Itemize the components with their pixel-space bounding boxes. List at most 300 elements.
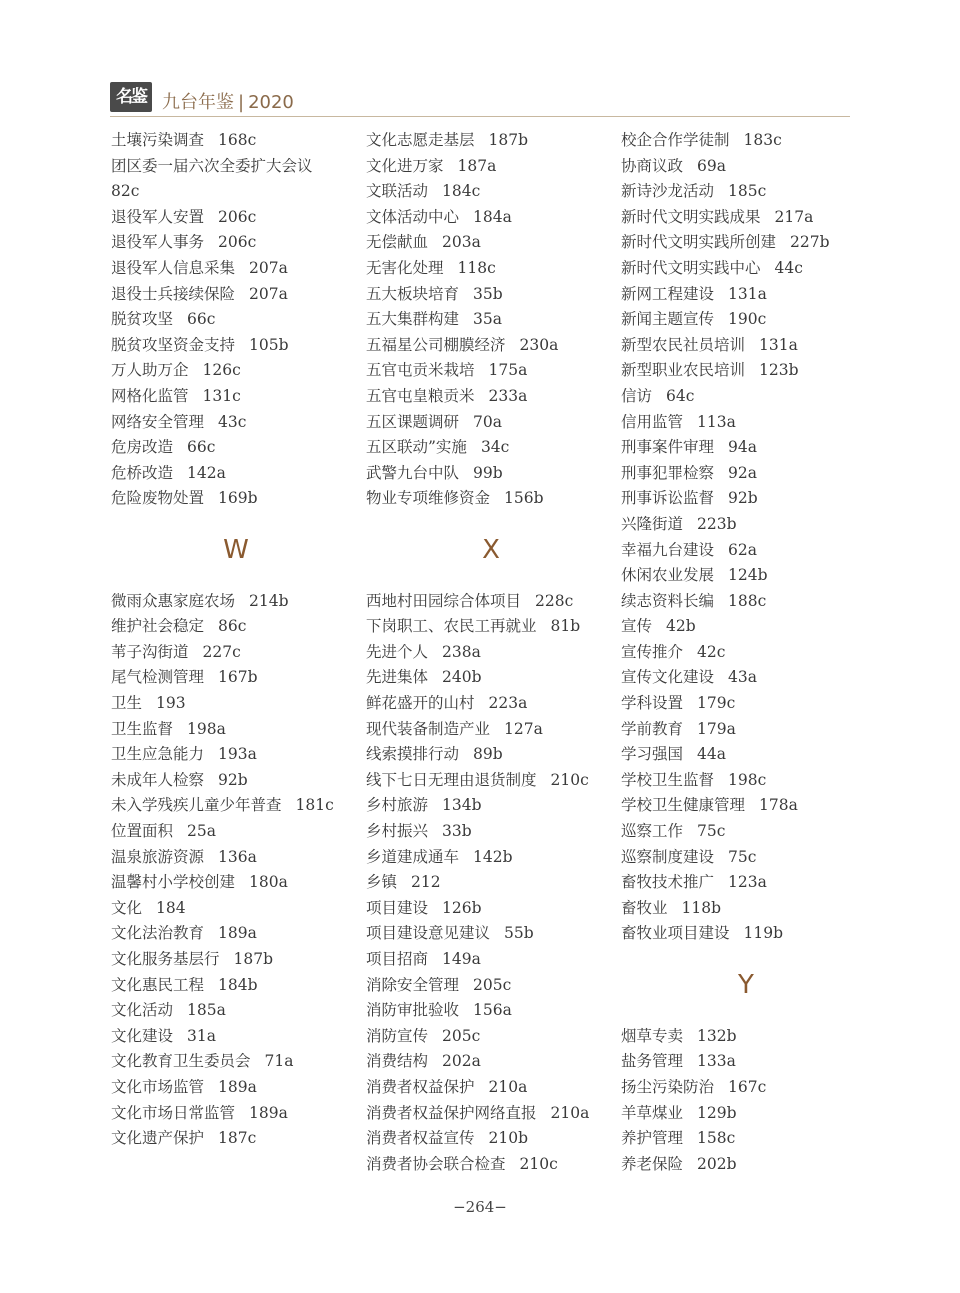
entry-page-ref: 25a <box>187 822 216 841</box>
entry-page-ref: 66c <box>187 438 216 457</box>
entry-page-ref: 203a <box>442 233 481 252</box>
entry-term: 羊草煤业 <box>621 1103 684 1122</box>
entry-page-ref: 210c <box>519 1154 558 1173</box>
index-entry <box>366 1101 616 1127</box>
index-entry <box>366 819 616 845</box>
entry-term: 卫生应急能力 <box>111 745 205 764</box>
entry-page-ref: 75c <box>728 847 757 866</box>
entry-term: 文化志愿走基层 <box>366 131 475 149</box>
entry-term: 五区联动”实施 <box>366 438 467 457</box>
index-entry <box>366 1126 616 1152</box>
index-entry <box>621 819 871 845</box>
index-entry <box>366 486 616 512</box>
entry-page-ref: 179a <box>697 719 736 738</box>
entry-page-ref: 99b <box>473 463 503 482</box>
entry-page-ref: 238a <box>442 642 481 661</box>
index-entry <box>621 307 871 333</box>
index-entry <box>111 384 361 410</box>
index-entry <box>366 973 616 999</box>
entry-page-ref: 131a <box>759 335 798 354</box>
title-separator: | <box>238 92 245 113</box>
index-entry <box>111 921 361 947</box>
index-entry <box>111 742 361 768</box>
entry-term: 82c <box>111 182 140 201</box>
entry-page-ref: 228c <box>535 591 574 610</box>
entry-term: 文化活动 <box>111 1001 174 1020</box>
entry-term: 文化法治教育 <box>111 924 205 943</box>
index-entry <box>111 154 361 180</box>
entry-page-ref: 44a <box>697 745 726 764</box>
entry-term: 乡镇 <box>366 873 398 892</box>
entry-page-ref: 183c <box>743 131 782 149</box>
entry-term: 退役士兵接续保险 <box>111 284 236 303</box>
entry-term: 文化遗产保护 <box>111 1129 205 1148</box>
index-entry <box>621 154 871 180</box>
index-entry <box>111 179 361 205</box>
entry-page-ref: 156b <box>504 489 544 508</box>
entry-page-ref: 92b <box>218 770 248 789</box>
index-entry <box>366 128 616 154</box>
entry-term: 五官屯皇粮贡米 <box>366 386 475 405</box>
entry-page-ref: 66c <box>187 310 216 329</box>
entry-page-ref: 167b <box>218 668 258 687</box>
entry-term: 刑事诉讼监督 <box>621 489 715 508</box>
entry-term: 刑事犯罪检察 <box>621 463 715 482</box>
index-entry <box>366 1075 616 1101</box>
book-name: 九台年鉴 <box>162 92 234 113</box>
section-letter: W <box>223 534 249 565</box>
entry-term: 休闲农业发展 <box>621 566 715 585</box>
entry-page-ref: 64c <box>666 386 695 405</box>
entry-page-ref: 210c <box>550 770 589 789</box>
entry-term: 危桥改造 <box>111 463 174 482</box>
entry-page-ref: 205c <box>442 1026 481 1045</box>
entry-page-ref: 34c <box>480 438 510 457</box>
entry-page-ref: 167c <box>728 1077 767 1096</box>
entry-term: 危险废物处置 <box>111 489 205 508</box>
entry-page-ref: 75c <box>697 822 726 841</box>
entry-page-ref: 70a <box>473 412 502 431</box>
entry-page-ref: 62a <box>728 540 757 559</box>
entry-page-ref: 42b <box>666 617 696 636</box>
entry-term: 土壤污染调查 <box>111 131 205 149</box>
index-column-1 <box>111 128 361 1152</box>
index-entry <box>111 1101 361 1127</box>
entry-term: 文化市场监管 <box>111 1077 205 1096</box>
index-entry <box>366 947 616 973</box>
index-entry <box>366 921 616 947</box>
index-entry <box>621 1075 871 1101</box>
entry-term: 新网工程建设 <box>621 284 715 303</box>
entry-term: 位置面积 <box>111 822 174 841</box>
entry-term: 五福星公司棚膜经济 <box>366 335 506 354</box>
entry-term: 文化建设 <box>111 1026 174 1045</box>
entry-term: 文化服务基层行 <box>111 950 220 969</box>
entry-term: 项目建设 <box>366 898 429 917</box>
entry-term: 信访 <box>621 386 653 405</box>
entry-term: 新时代文明实践所创建 <box>621 233 777 252</box>
entry-term: 兴隆街道 <box>621 514 684 533</box>
index-entry <box>621 282 871 308</box>
entry-page-ref: 230a <box>519 335 559 354</box>
index-entry <box>621 1126 871 1152</box>
index-entry <box>111 793 361 819</box>
entry-page-ref: 118c <box>457 258 496 277</box>
index-entry <box>621 384 871 410</box>
index-entry <box>111 282 361 308</box>
entry-term: 武警九台中队 <box>366 463 460 482</box>
entry-term: 温馨村小学校创建 <box>111 873 236 892</box>
index-entry <box>621 870 871 896</box>
entry-page-ref: 210a <box>550 1103 590 1122</box>
entry-page-ref: 207a <box>249 258 288 277</box>
entry-page-ref: 31a <box>187 1026 216 1045</box>
entry-page-ref: 134b <box>442 796 482 815</box>
entry-term: 消费结构 <box>366 1052 429 1071</box>
index-entry <box>111 768 361 794</box>
entry-term: 鲜花盛开的山村 <box>366 694 475 713</box>
section-letter: Y <box>738 970 754 1000</box>
entry-term: 项目建设意见建议 <box>366 924 491 943</box>
entry-page-ref: 118b <box>681 898 722 917</box>
entry-term: 脱贫攻坚 <box>111 310 174 329</box>
index-entry <box>366 1049 616 1075</box>
entry-page-ref: 69a <box>697 156 726 175</box>
entry-term: 西地村田园综合体项目 <box>366 591 522 610</box>
entry-page-ref: 184c <box>442 182 481 201</box>
entry-page-ref: 198c <box>728 770 767 789</box>
section-letter: X <box>482 534 500 565</box>
entry-page-ref: 184b <box>218 975 258 994</box>
index-entry <box>366 333 616 359</box>
entry-term: 物业专项维修资金 <box>366 489 491 508</box>
entry-page-ref: 126b <box>442 898 482 917</box>
index-entry <box>366 256 616 282</box>
entry-term: 新型农民社员培训 <box>621 335 746 354</box>
entry-term: 乡村振兴 <box>366 822 429 841</box>
entry-term: 扬尘污染防治 <box>621 1077 715 1096</box>
entry-term: 文体活动中心 <box>366 207 460 226</box>
entry-page-ref: 89b <box>473 745 503 764</box>
entry-term: 学习强国 <box>621 745 684 764</box>
index-entry <box>111 665 361 691</box>
index-entry <box>621 1101 871 1127</box>
entry-term: 线下七日无理由退货制度 <box>366 770 537 789</box>
entry-term: 退役军人事务 <box>111 233 205 252</box>
entry-term: 宣传文化建设 <box>621 668 715 687</box>
entry-term: 未成年人检察 <box>111 770 205 789</box>
entry-term: 消费者协会联合检查 <box>366 1154 506 1173</box>
index-entry <box>111 410 361 436</box>
entry-term: 维护社会稳定 <box>111 617 205 636</box>
index-entry <box>366 179 616 205</box>
entry-page-ref: 35a <box>473 310 502 329</box>
entry-page-ref: 185a <box>187 1001 226 1020</box>
entry-term: 五大板块培育 <box>366 284 460 303</box>
entry-term: 苇子沟街道 <box>111 642 189 661</box>
entry-page-ref: 227b <box>790 233 830 252</box>
entry-term: 退役军人信息采集 <box>111 258 236 277</box>
entry-page-ref: 92b <box>728 489 758 508</box>
entry-term: 卫生监督 <box>111 719 174 738</box>
index-column-2 <box>366 128 616 1177</box>
entry-page-ref: 198a <box>187 719 226 738</box>
entry-term: 退役军人安置 <box>111 207 205 226</box>
entry-term: 文化惠民工程 <box>111 975 205 994</box>
entry-term: 现代装备制造产业 <box>366 719 491 738</box>
entry-page-ref: 43c <box>218 412 247 431</box>
entry-term: 消费者权益宣传 <box>366 1129 475 1148</box>
index-entry <box>621 1152 871 1178</box>
index-entry <box>621 563 871 589</box>
index-entry <box>621 486 871 512</box>
entry-page-ref: 187b <box>488 131 529 149</box>
entry-page-ref: 202b <box>697 1154 737 1173</box>
index-entry <box>621 845 871 871</box>
index-entry <box>366 154 616 180</box>
entry-term: 烟草专卖 <box>621 1026 684 1045</box>
entry-page-ref: 105b <box>249 335 289 354</box>
index-entry <box>621 256 871 282</box>
entry-page-ref: 193 <box>156 694 186 713</box>
index-entry <box>366 768 616 794</box>
entry-page-ref: 190c <box>728 310 767 329</box>
index-entry <box>366 230 616 256</box>
entry-page-ref: 185c <box>728 182 767 201</box>
index-entry <box>621 435 871 461</box>
entry-term: 新闻主题宣传 <box>621 310 715 329</box>
index-entry <box>366 717 616 743</box>
entry-term: 消除安全管理 <box>366 975 460 994</box>
entry-page-ref: 212 <box>411 873 441 892</box>
index-entry <box>621 230 871 256</box>
book-title <box>162 88 294 114</box>
entry-page-ref: 178a <box>759 796 798 815</box>
entry-page-ref: 119b <box>743 924 784 943</box>
entry-term: 乡村旅游 <box>366 796 429 815</box>
entry-term: 微雨众惠家庭农场 <box>111 591 236 610</box>
index-entry <box>366 896 616 922</box>
entry-term: 宣传推介 <box>621 642 684 661</box>
entry-page-ref: 233a <box>488 386 528 405</box>
index-entry <box>111 947 361 973</box>
index-entry <box>366 640 616 666</box>
entry-page-ref: 210a <box>488 1077 528 1096</box>
entry-page-ref: 132b <box>697 1026 737 1045</box>
entry-term: 下岗职工、农民工再就业 <box>366 617 537 636</box>
entry-term: 新时代文明实践中心 <box>621 258 761 277</box>
index-entry <box>111 1126 361 1152</box>
entry-term: 网格化监管 <box>111 386 189 405</box>
index-entry <box>111 896 361 922</box>
index-entry <box>111 435 361 461</box>
entry-page-ref: 193a <box>218 745 257 764</box>
index-entry <box>366 205 616 231</box>
index-entry <box>111 691 361 717</box>
entry-term: 信用监管 <box>621 412 684 431</box>
index-entry <box>111 461 361 487</box>
entry-page-ref: 175a <box>488 361 528 380</box>
index-entry <box>621 665 871 691</box>
index-entry <box>111 358 361 384</box>
entry-page-ref: 189a <box>249 1103 288 1122</box>
index-entry <box>366 845 616 871</box>
entry-term: 盐务管理 <box>621 1052 684 1071</box>
entry-term: 危房改造 <box>111 438 174 457</box>
index-entry <box>621 1049 871 1075</box>
entry-term: 尾气检测管理 <box>111 668 205 687</box>
entry-page-ref: 202a <box>442 1052 481 1071</box>
entry-term: 协商议政 <box>621 156 684 175</box>
entry-term: 线索摸排行动 <box>366 745 460 764</box>
entry-page-ref: 227c <box>202 642 241 661</box>
entry-page-ref: 188c <box>728 591 767 610</box>
index-entry <box>621 512 871 538</box>
index-entry <box>111 1024 361 1050</box>
entry-page-ref: 240b <box>442 668 482 687</box>
entry-page-ref: 124b <box>728 566 768 585</box>
entry-term: 养护管理 <box>621 1129 684 1148</box>
entry-term: 新时代文明实践成果 <box>621 207 761 226</box>
index-entry <box>366 1152 616 1178</box>
header-rule <box>110 116 850 117</box>
index-entry <box>111 998 361 1024</box>
entry-term: 畜牧业 <box>621 898 668 917</box>
index-entry <box>111 845 361 871</box>
entry-page-ref: 44c <box>774 258 803 277</box>
entry-page-ref: 42c <box>697 642 726 661</box>
entry-term: 消费者权益保护 <box>366 1077 475 1096</box>
entry-page-ref: 156a <box>473 1001 512 1020</box>
index-entry <box>111 205 361 231</box>
entry-page-ref: 206c <box>218 207 257 226</box>
index-entry <box>621 461 871 487</box>
entry-term: 巡察工作 <box>621 822 684 841</box>
entry-page-ref: 94a <box>728 438 757 457</box>
entry-term: 文联活动 <box>366 182 429 201</box>
entry-page-ref: 133a <box>697 1052 736 1071</box>
entry-page-ref: 131c <box>202 386 241 405</box>
index-entry <box>366 614 616 640</box>
entry-term: 畜牧技术推广 <box>621 873 715 892</box>
index-entry <box>621 333 871 359</box>
entry-term: 校企合作学徒制 <box>621 131 730 149</box>
entry-page-ref: 210b <box>488 1129 529 1148</box>
index-entry <box>621 1024 871 1050</box>
entry-page-ref: 86c <box>218 617 247 636</box>
running-header <box>110 78 850 114</box>
entry-page-ref: 180a <box>249 873 288 892</box>
entry-term: 无偿献血 <box>366 233 429 252</box>
index-entry <box>621 589 871 615</box>
entry-term: 文化市场日常监管 <box>111 1103 236 1122</box>
entry-page-ref: 123b <box>759 361 799 380</box>
entry-term: 文化教育卫生委员会 <box>111 1052 251 1071</box>
index-entry <box>366 998 616 1024</box>
index-entry <box>621 640 871 666</box>
index-entry <box>621 793 871 819</box>
entry-page-ref: 169b <box>218 489 258 508</box>
entry-page-ref: 187a <box>457 156 497 175</box>
index-entry <box>111 640 361 666</box>
index-entry <box>621 358 871 384</box>
entry-term: 先进集体 <box>366 668 429 687</box>
index-entry <box>366 1024 616 1050</box>
index-entry <box>366 742 616 768</box>
entry-term: 五区课题调研 <box>366 412 460 431</box>
entry-page-ref: 181c <box>295 796 334 815</box>
entry-page-ref: 179c <box>697 694 736 713</box>
entry-term: 新诗沙龙活动 <box>621 182 715 201</box>
index-entry <box>621 768 871 794</box>
entry-term: 消防审批验收 <box>366 1001 460 1020</box>
entry-page-ref: 168c <box>218 131 257 149</box>
index-entry <box>621 742 871 768</box>
entry-page-ref: 35b <box>473 284 503 303</box>
entry-term: 文化进万家 <box>366 156 444 175</box>
entry-page-ref: 127a <box>504 719 543 738</box>
page-number: −264− <box>453 1198 507 1216</box>
index-entry <box>366 793 616 819</box>
entry-page-ref: 206c <box>218 233 257 252</box>
entry-term: 乡道建成通车 <box>366 847 460 866</box>
index-entry <box>111 1075 361 1101</box>
entry-page-ref: 223a <box>488 694 528 713</box>
entry-term: 五大集群构建 <box>366 310 460 329</box>
entry-page-ref: 217a <box>774 207 814 226</box>
entry-page-ref: 55b <box>504 924 534 943</box>
index-entry <box>111 486 361 512</box>
index-column-3 <box>621 128 871 1177</box>
index-entry <box>111 256 361 282</box>
entry-term: 新型职业农民培训 <box>621 361 746 380</box>
index-entry <box>621 179 871 205</box>
entry-page-ref: 189a <box>218 924 257 943</box>
index-entry <box>111 717 361 743</box>
index-entry <box>366 307 616 333</box>
index-entry <box>111 128 361 154</box>
index-entry <box>111 819 361 845</box>
entry-term: 五官屯贡米栽培 <box>366 361 475 380</box>
index-entry <box>111 230 361 256</box>
entry-term: 网络安全管理 <box>111 412 205 431</box>
entry-term: 巡察制度建设 <box>621 847 715 866</box>
entry-term: 学科设置 <box>621 694 684 713</box>
entry-page-ref: 113a <box>697 412 736 431</box>
index-entry <box>366 461 616 487</box>
index-entry <box>111 973 361 999</box>
index-entry <box>621 128 871 154</box>
index-entry <box>366 282 616 308</box>
index-entry <box>366 870 616 896</box>
index-entry <box>621 717 871 743</box>
entry-page-ref: 131a <box>728 284 767 303</box>
index-entry <box>366 691 616 717</box>
index-entry <box>366 665 616 691</box>
entry-term: 畜牧业项目建设 <box>621 924 730 943</box>
entry-term: 学校卫生监督 <box>621 770 715 789</box>
entry-term: 消费者权益保护网络直报 <box>366 1103 537 1122</box>
entry-page-ref: 205c <box>473 975 512 994</box>
entry-page-ref: 71a <box>264 1052 294 1071</box>
entry-term: 养老保险 <box>621 1154 684 1173</box>
entry-page-ref: 207a <box>249 284 288 303</box>
index-entry <box>366 410 616 436</box>
entry-page-ref: 223b <box>697 514 737 533</box>
entry-term: 续志资料长编 <box>621 591 715 610</box>
entry-term: 先进个人 <box>366 642 429 661</box>
index-entry <box>366 589 616 615</box>
